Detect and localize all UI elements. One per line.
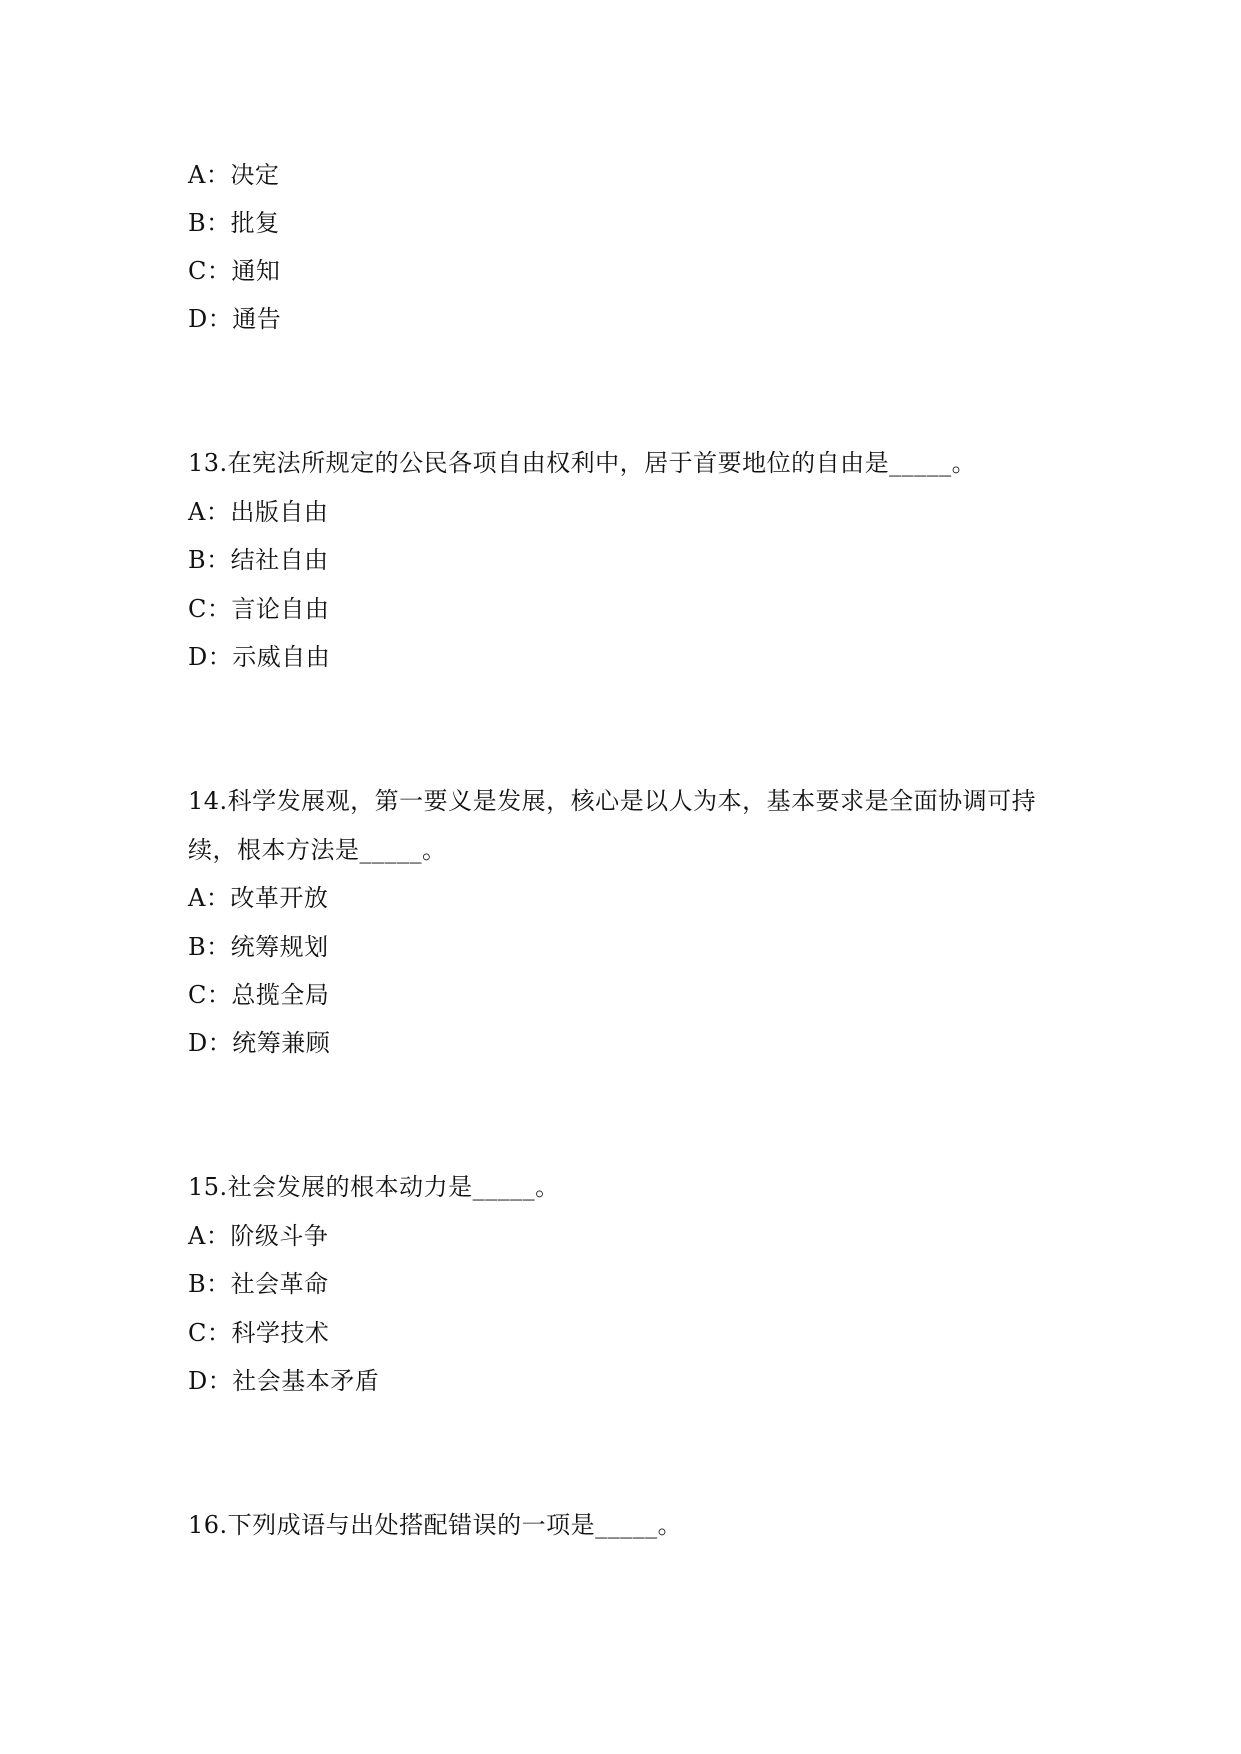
q14-option-c: C：总揽全局 [188,981,330,1009]
q13-option-b: B：结社自由 [188,546,329,574]
q13-option-c: C：言论自由 [188,595,330,623]
q15-option-b: B：社会革命 [188,1270,329,1298]
q14-option-a: A：改革开放 [188,884,329,912]
q12-option-c: C：通知 [188,257,281,285]
q12-option-d: D：通告 [188,305,282,333]
q14-stem-line-2: 续，根本方法是_____。 [188,836,447,864]
q14-option-d: D：统筹兼顾 [188,1029,331,1057]
q14-stem-line-1: 14.科学发展观，第一要义是发展，核心是以人为本，基本要求是全面协调可持 [188,787,1037,815]
q12-option-b: B：批复 [188,209,280,237]
q15-stem: 15.社会发展的根本动力是_____。 [188,1173,560,1201]
q15-option-d: D：社会基本矛盾 [188,1367,380,1395]
q15-option-c: C：科学技术 [188,1319,330,1347]
q16-stem: 16.下列成语与出处搭配错误的一项是_____。 [188,1511,683,1539]
q12-option-a: A：决定 [188,161,280,189]
q14-option-b: B：统筹规划 [188,933,329,961]
q13-option-a: A：出版自由 [188,498,329,526]
q13-stem: 13.在宪法所规定的公民各项自由权利中，居于首要地位的自由是_____。 [188,449,977,477]
q13-option-d: D：示威自由 [188,643,331,671]
q15-option-a: A：阶级斗争 [188,1222,329,1250]
